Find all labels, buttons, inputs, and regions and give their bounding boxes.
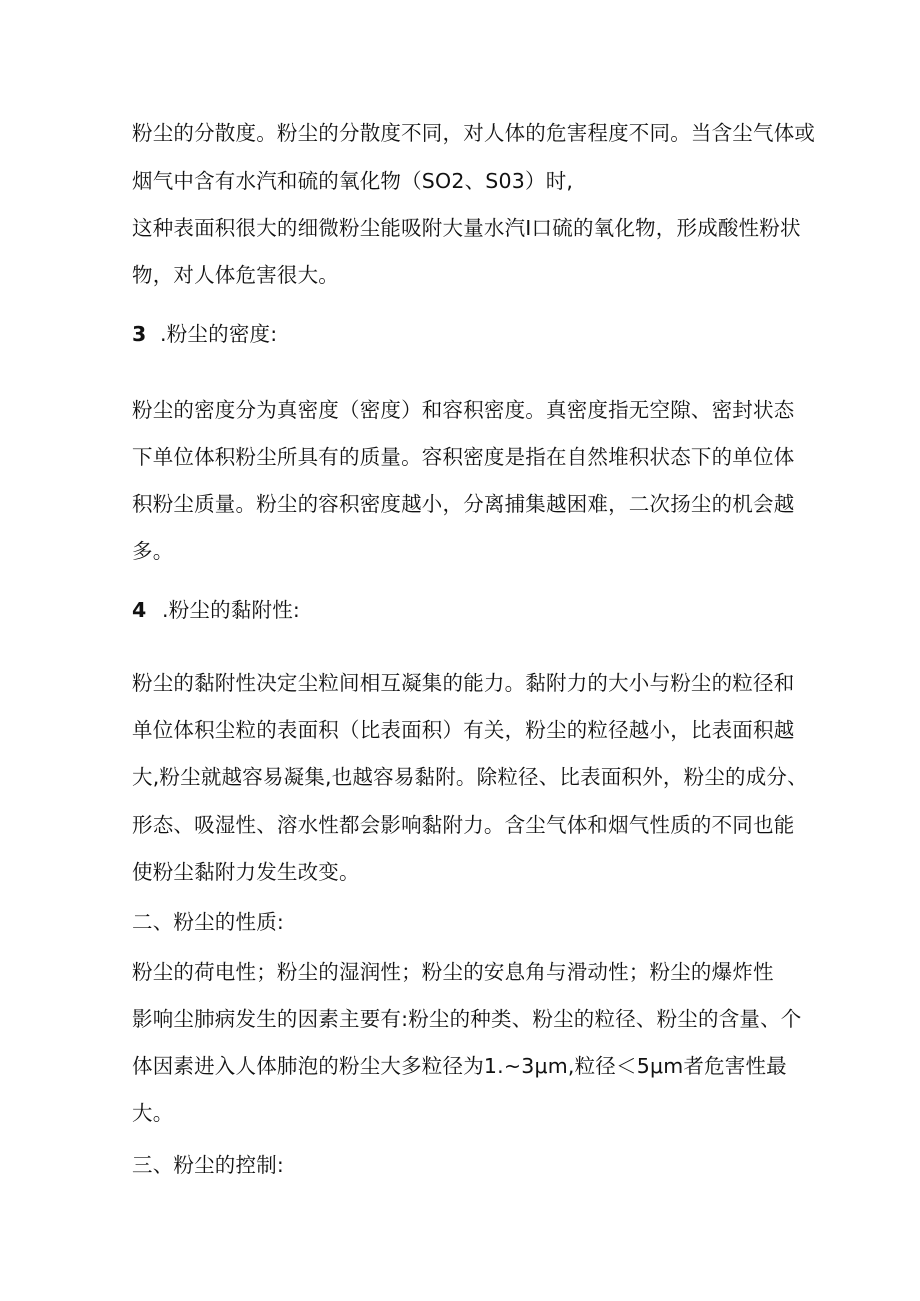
section-4-number: 4	[132, 598, 147, 622]
properties-line-2: 影响尘肺病发生的因素主要有:粉尘的种类、粉尘的粒径、粉尘的含量、个	[132, 1007, 802, 1031]
density-line-4: 多。	[132, 539, 174, 563]
dispersion-line-4: 物，对人体危害很大。	[132, 263, 339, 287]
density-line-2: 下单位体积粉尘所具有的质量。容积密度是指在自然堆积状态下的单位体	[132, 445, 795, 469]
properties-line-3: 体因素进入人体肺泡的粉尘大多粒径为1.~3μm,粒径＜5μm者危害性最	[132, 1054, 787, 1078]
density-line-1: 粉尘的密度分为真密度（密度）和容积密度。真密度指无空隙、密封状态	[132, 398, 795, 422]
adhesion-line-5: 使粉尘黏附力发生改变。	[132, 860, 360, 884]
part-2-heading: 二、粉尘的性质:	[132, 910, 285, 934]
section-4-title: .粉尘的黏附性:	[162, 598, 301, 622]
adhesion-line-4: 形态、吸湿性、溶水性都会影响黏附力。含尘气体和烟气性质的不同也能	[132, 813, 795, 837]
properties-line-4: 大。	[132, 1101, 174, 1125]
density-line-3: 积粉尘质量。粉尘的容积密度越小，分离捕集越困难，二次扬尘的机会越	[132, 492, 795, 516]
section-3-title: .粉尘的密度:	[160, 322, 278, 346]
dispersion-line-1: 粉尘的分散度。粉尘的分散度不同，对人体的危害程度不同。当含尘气体或	[132, 121, 816, 145]
section-4-heading	[132, 595, 300, 625]
section-3-number: 3	[132, 322, 147, 346]
part-3-heading: 三、粉尘的控制:	[132, 1153, 285, 1177]
dispersion-line-3: 这种表面积很大的细微粉尘能吸附大量水汽I口硫的氧化物，形成酸性粉状	[132, 216, 801, 240]
adhesion-line-3: 大,粉尘就越容易凝集,也越容易黏附。除粒径、比表面积外，粉尘的成分、	[132, 765, 808, 789]
section-3-heading	[132, 319, 277, 349]
adhesion-line-2: 单位体积尘粒的表面积（比表面积）有关，粉尘的粒径越小，比表面积越	[132, 718, 795, 742]
dispersion-line-2: 烟气中含有水汽和硫的氧化物（SO2、S03）时,	[132, 169, 574, 193]
adhesion-line-1: 粉尘的黏附性决定尘粒间相互凝集的能力。黏附力的大小与粉尘的粒径和	[132, 671, 795, 695]
properties-line-1: 粉尘的荷电性；粉尘的湿润性；粉尘的安息角与滑动性；粉尘的爆炸性	[132, 960, 774, 984]
